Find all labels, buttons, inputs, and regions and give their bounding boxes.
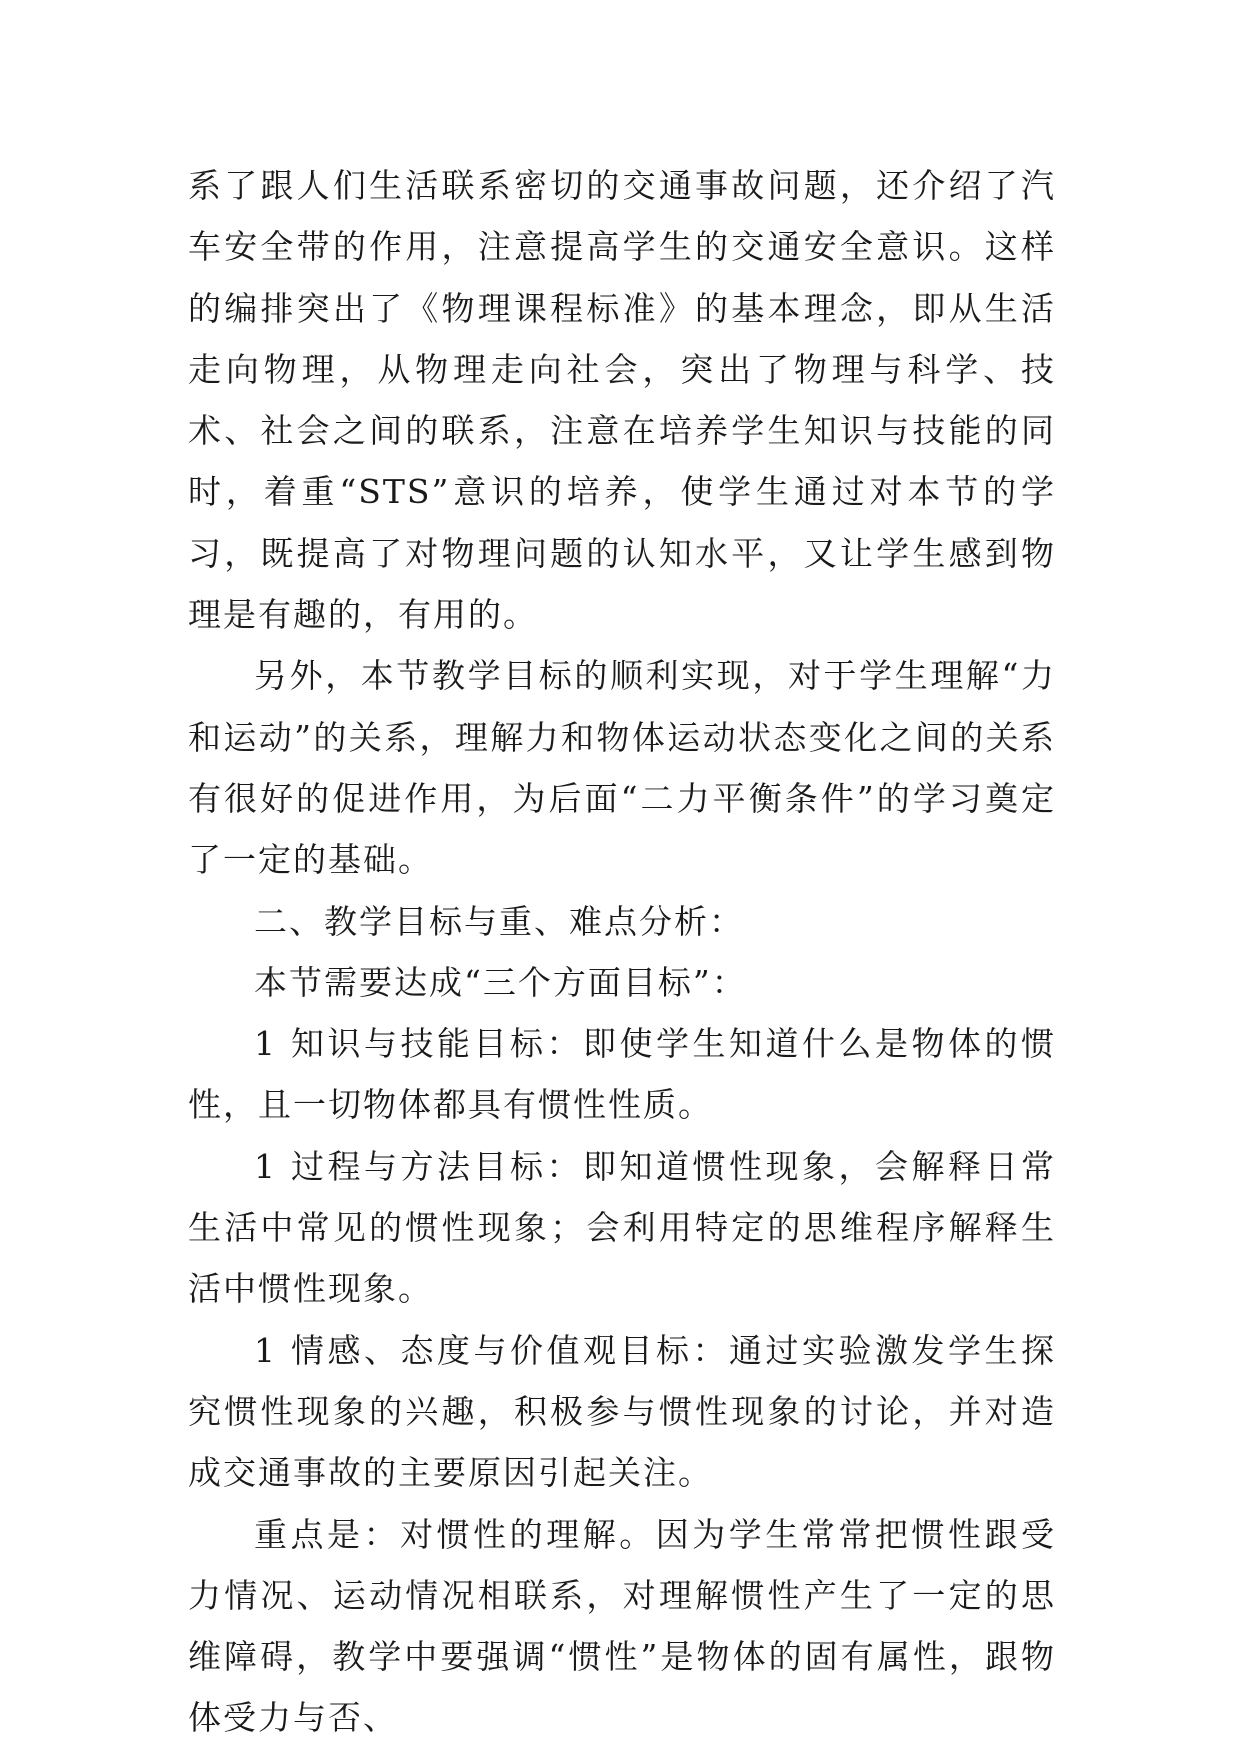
paragraph-goals-intro: 本节需要达成“三个方面目标”： bbox=[254, 962, 747, 1002]
section-heading: 二、教学目标与重、难点分析： bbox=[254, 901, 744, 941]
goal-process: 1 过程与方法目标：即知道惯性现象，会解释日常生活中常见的惯性现象；会利用特定的思维程序解释生活中惯性现象。 bbox=[188, 1146, 1056, 1309]
document-body bbox=[188, 155, 1056, 1749]
paragraph-key-point: 重点是：对惯性的理解。因为学生常常把惯性跟受力情况、运动情况相联系，对理解惯性产生了一定的思维障碍，教学中要强调“惯性”是物体的固有属性，跟物体受力与否、 bbox=[188, 1514, 1056, 1738]
goal-emotion: 1 情感、态度与价值观目标：通过实验激发学生探究惯性现象的兴趣，积极参与惯性现象的讨论，并对造成交通事故的主要原因引起关注。 bbox=[188, 1330, 1056, 1493]
goal-knowledge: 1 知识与技能目标：即使学生知道什么是物体的惯性，且一切物体都具有惯性性质。 bbox=[188, 1024, 1056, 1125]
paragraph-1: 系了跟人们生活联系密切的交通事故问题，还介绍了汽车安全带的作用，注意提高学生的交通安全意识。这样的编排突出了《物理课程标准》的基本理念，即从生活走向物理，从物理走向社会，突出了物理与科学、技术、社会之间的联系，注意在培养学生知识与技能的同时，着重“STS”意识的培养，使学生通过对本节的学习，既提高了对物理问题的认知水平，又让学生感到物理是有趣的，有用的。 bbox=[188, 166, 1056, 635]
paragraph-2: 另外，本节教学目标的顺利实现，对于学生理解“力和运动”的关系，理解力和物体运动状态变化之间的关系有很好的促进作用，为后面“二力平衡条件”的学习奠定了一定的基础。 bbox=[188, 656, 1056, 880]
